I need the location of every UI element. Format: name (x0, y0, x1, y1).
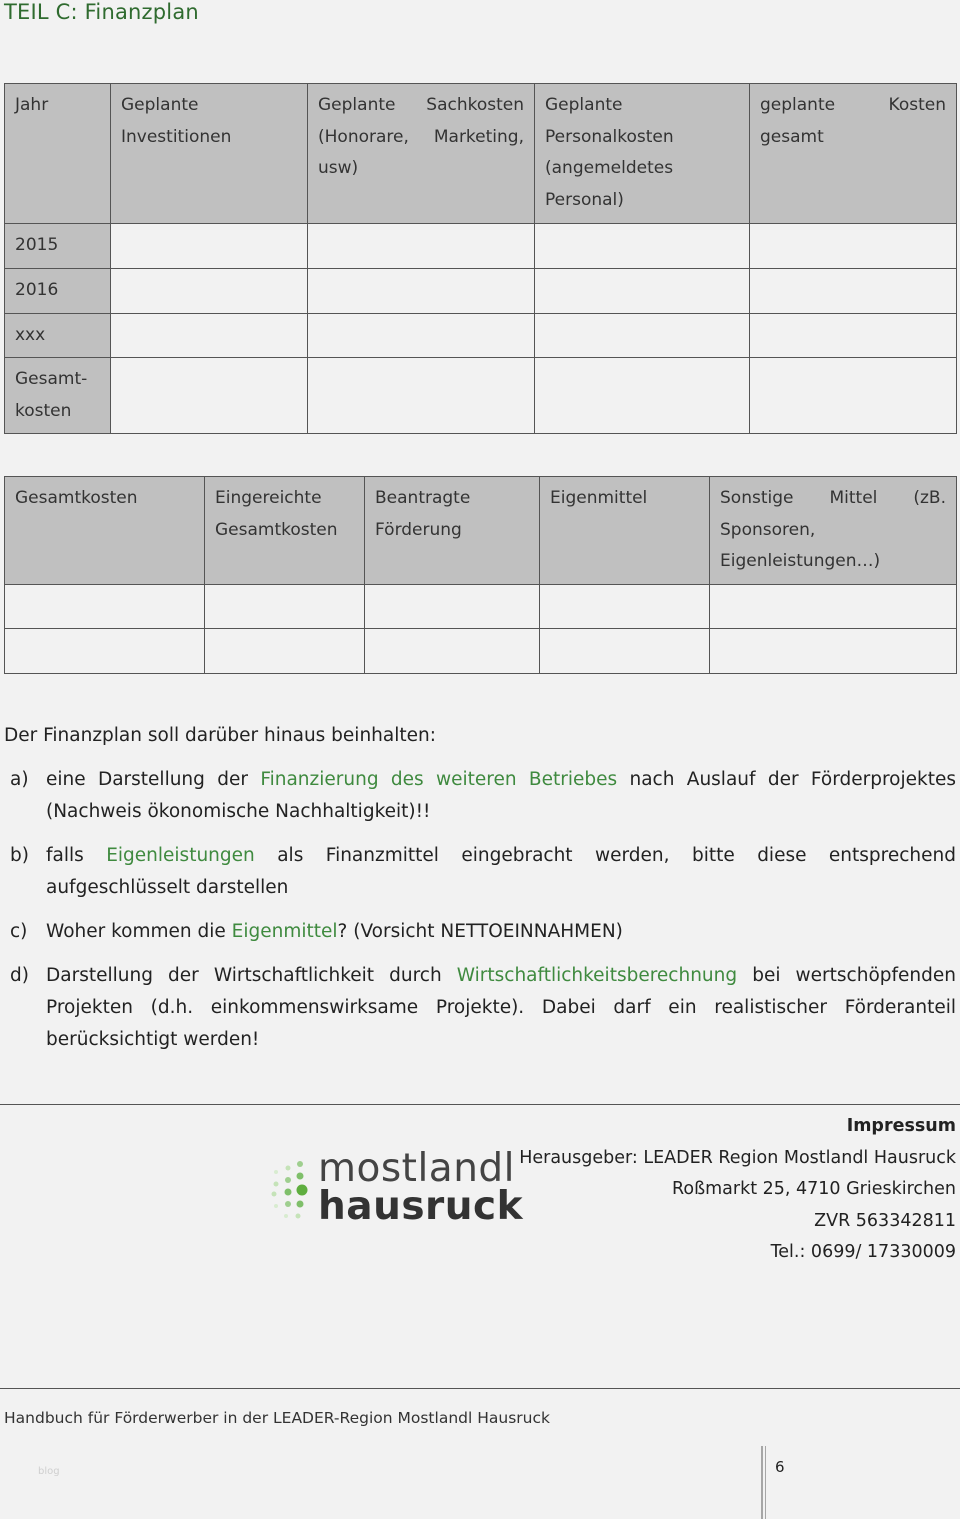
header-total-costs: Gesamtkosten (5, 477, 205, 585)
list-text: nach Auslauf der Förderprojektes (Nachweis ökonomische Nachhaltigkeit)!! (46, 769, 957, 822)
list-text: eine Darstellung der (46, 769, 261, 790)
list-item (4, 960, 956, 1056)
header-year: Jahr (5, 84, 111, 224)
page-divider-bar (761, 1446, 763, 1519)
list-text: Darstellung der Wirtschaftlichkeit durch (46, 965, 457, 986)
row-label: 2015 (5, 224, 111, 269)
table-cell[interactable] (308, 268, 535, 313)
divider (0, 1104, 960, 1105)
header-personnel-costs: Geplante Personalkosten (angemeldetes Personal) (535, 84, 750, 224)
header-submitted-costs: Eingereichte Gesamtkosten (205, 477, 365, 585)
list-marker: c) (10, 921, 28, 942)
table-cell[interactable] (308, 358, 535, 434)
list-marker: a) (10, 769, 29, 790)
row-label: xxx (5, 313, 111, 358)
table-row (5, 268, 957, 313)
row-label: Gesamt- kosten (5, 358, 111, 434)
highlight-text: Finanzierung des weiteren Betriebes (260, 769, 618, 790)
logo (268, 1146, 524, 1232)
table-row (5, 585, 957, 629)
list-marker: d) (10, 965, 29, 986)
financial-plan-table (4, 83, 957, 434)
table-cell[interactable] (710, 585, 957, 629)
table-row (5, 629, 957, 674)
section-heading: TEIL C: Finanzplan (4, 0, 199, 24)
impressum-title: Impressum (846, 1116, 956, 1136)
table-cell[interactable] (750, 268, 957, 313)
list-item (4, 840, 956, 904)
page-number: 6 (775, 1458, 785, 1476)
table-cell[interactable] (205, 629, 365, 674)
impressum-address: Roßmarkt 25, 4710 Grieskirchen (672, 1179, 956, 1199)
page-divider-bar (765, 1446, 766, 1519)
table-cell[interactable] (750, 358, 957, 434)
table-header-row (5, 84, 957, 224)
table-cell[interactable] (535, 313, 750, 358)
table-cell[interactable] (111, 358, 308, 434)
list-text: bei wertschöpfenden Projekten (d.h. einkommenswirksame Projekte). Dabei darf ein realistischer Förderanteil berücksichtigt werden! (46, 965, 956, 1050)
table-cell[interactable] (540, 585, 710, 629)
watermark-text: blog (38, 1466, 60, 1477)
list-item (4, 764, 956, 828)
list-text: ? (Vorsicht NETTOEINNAHMEN) (337, 921, 623, 942)
header-investments: Geplante Investitionen (111, 84, 308, 224)
table-header-row (5, 477, 957, 585)
logo-line1: mostlandl (318, 1146, 516, 1191)
table-cell[interactable] (111, 268, 308, 313)
list-text: als Finanzmittel eingebracht werden, bitte diese entsprechend aufgeschlüsselt darstellen (46, 845, 956, 898)
row-label: 2016 (5, 268, 111, 313)
impressum-zvr: ZVR 563342811 (814, 1210, 956, 1231)
footer-text: Handbuch für Förderwerber in der LEADER-Region Mostlandl Hausruck (4, 1409, 550, 1427)
header-other-funds: Sonstige Mittel (zB. Sponsoren, Eigenleistungen…) (710, 477, 957, 585)
list-text: falls (46, 845, 107, 866)
funding-table (4, 476, 957, 674)
header-requested-funding: Beantragte Förderung (365, 477, 540, 585)
highlight-text: Eigenleistungen (106, 845, 255, 866)
list-text: Woher kommen die (46, 921, 232, 942)
logo-line2: hausruck (318, 1184, 524, 1229)
dot-cluster-icon (268, 1148, 316, 1232)
table-cell[interactable] (365, 585, 540, 629)
highlight-text: Eigenmittel (231, 921, 338, 942)
table-cell[interactable] (111, 313, 308, 358)
table-cell[interactable] (535, 268, 750, 313)
table-cell[interactable] (308, 224, 535, 269)
header-own-funds: Eigenmittel (540, 477, 710, 585)
header-material-costs: Geplante Sachkosten (Honorare, Marketing, usw) (308, 84, 535, 224)
table-cell[interactable] (111, 224, 308, 269)
intro-text: Der Finanzplan soll darüber hinaus beinhalten: (4, 725, 436, 746)
table-cell[interactable] (5, 585, 205, 629)
table-cell[interactable] (535, 224, 750, 269)
impressum-phone: Tel.: 0699/ 17330009 (770, 1242, 956, 1262)
impressum-publisher: Herausgeber: LEADER Region Mostlandl Hausruck (519, 1147, 956, 1168)
table-cell[interactable] (710, 629, 957, 674)
table-row (5, 224, 957, 269)
table-cell[interactable] (540, 629, 710, 674)
table-row (5, 358, 957, 434)
table-cell[interactable] (750, 313, 957, 358)
table-cell[interactable] (5, 629, 205, 674)
list-marker: b) (10, 845, 29, 866)
table-cell[interactable] (308, 313, 535, 358)
table-row (5, 313, 957, 358)
header-total-costs: geplante Kosten gesamt (750, 84, 957, 224)
table-cell[interactable] (365, 629, 540, 674)
highlight-text: Wirtschaftlichkeitsberechnung (456, 965, 738, 986)
table-cell[interactable] (750, 224, 957, 269)
impressum (519, 1111, 956, 1269)
requirements-list (4, 764, 956, 1068)
table-cell[interactable] (535, 358, 750, 434)
list-item (4, 916, 956, 948)
table-cell[interactable] (205, 585, 365, 629)
divider (0, 1388, 960, 1389)
